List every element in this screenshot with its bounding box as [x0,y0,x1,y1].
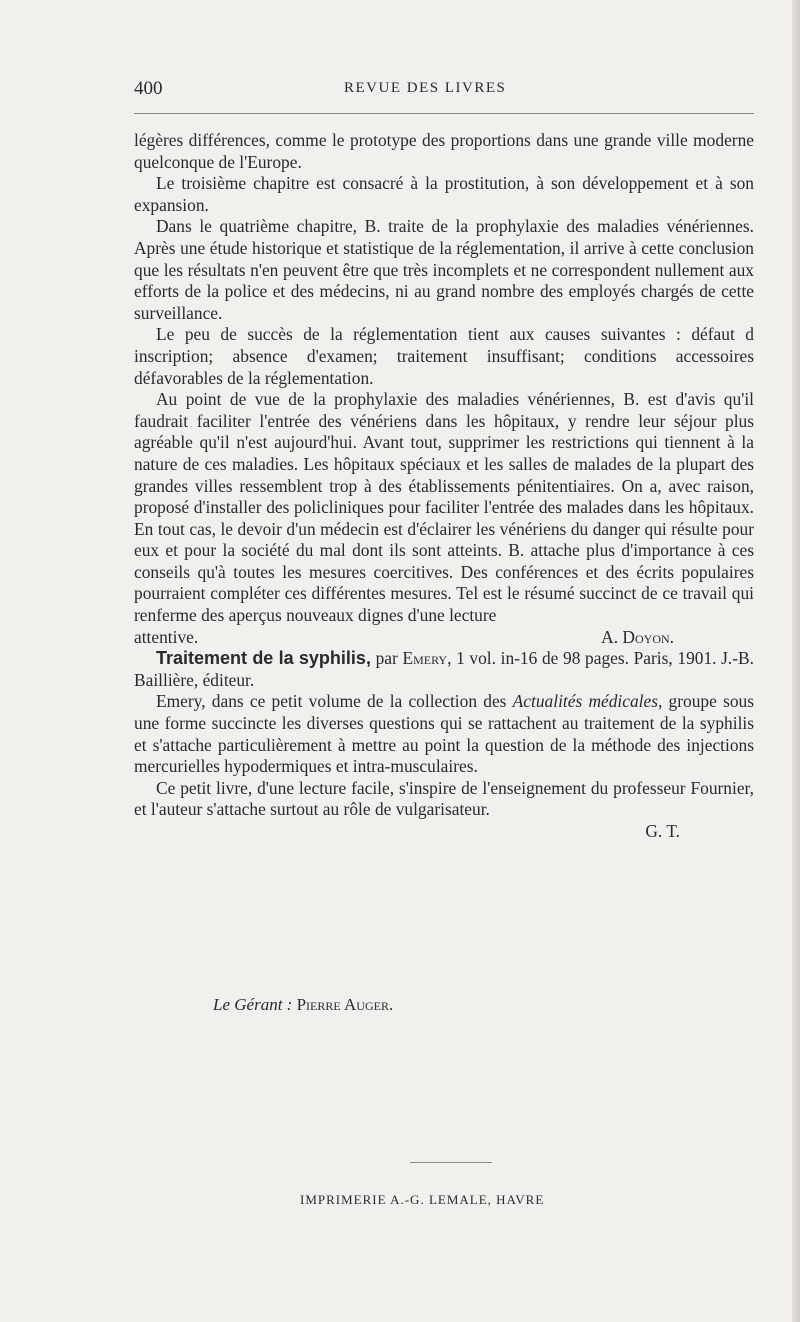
paragraph-chapter-three: Le troisième chapitre est consacré à la prostitution, à son développement et à son expansion. [134,173,754,215]
running-head: REVUE DES LIVRES [344,80,507,96]
signature-line-doyon [134,627,754,649]
footer-rule [410,1162,492,1163]
page-header [134,78,754,102]
by-word: par [375,648,398,669]
summary-start: Emery, dans ce petit volume de la collection des [156,691,507,712]
printer-imprint: IMPRIMERIE A.-G. LEMALE, HAVRE [300,1192,545,1207]
gerant-name: Pierre Auger. [296,995,394,1014]
page-number: 400 [134,78,163,99]
signature-doyon: A. Doyon. [601,626,674,647]
review-entry-syphilis [134,648,754,691]
paragraph-prophylaxis-end: attentive. [134,626,199,647]
paragraph-continuation: légères différences, comme le prototype des proportions dans une grande ville moderne quelconque de l'Europe. [134,130,754,172]
page-edge-shadow [792,0,800,1322]
review-body [134,130,754,843]
gerant-label: Le Gérant : [213,995,293,1014]
paragraph-summary [134,691,754,777]
paragraph-causes: Le peu de succès de la réglementation tient aux causes suivantes : défaut d inscription; absence d'examen; traitement insuffisant; conditions accessoires défavorables de la réglementation. [134,324,754,388]
paragraph-chapter-four: Dans le quatrième chapitre, B. traite de la prophylaxie des maladies vénériennes. Après une étude historique et statistique de la réglementation, il arrive à cette conclusion que les résultats n'en peuvent être que très incomplets et ne correspondent nullement aux efforts de la police et des médecins, ni au grand nombre des employés chargés de cette surveillance. [134,216,754,323]
collection-name: Actualités médicales [512,691,658,712]
summary-end: , groupe sous une forme succincte les diverses questions qui se rattachent au traitement de la syphilis et s'attache particulièrement à mettre au point la question de la méthode des injections mercurielles hypodermiques et intra-musculaires. [134,691,754,777]
book-details: , 1 vol. in-16 de 98 pages. Paris, 1901. J.-B. Baillière, éditeur. [134,648,754,690]
book-author: Emery [402,648,448,669]
paragraph-prophylaxis: Au point de vue de la prophylaxie des maladies vénériennes, B. est d'avis qu'il faudrait faciliter l'entrée des vénériens dans les hôpitaux, y rendre leur séjour plus agréable qu'il n'est aujourd'hui. Avant tout, supprimer les restrictions qui tiennent à la nature de ces maladies. Les hôpitaux spéciaux et les salles de malades de la plupart des grandes villes ressemblent trop à des établissements pénitentiaires. On a, avec raison, proposé d'installer des policliniques pour faciliter l'entrée des malades dans les hôpitaux. En tout cas, le devoir d'un médecin est d'éclairer les vénériens du danger qui résulte pour eux et pour la société du mal dont ils sont atteints. B. attache plus d'importance à ces conseils qu'à toutes les mesures coercitives. Des conférences et des écrits populaires pourraient compléter ces différentes mesures. Tel est le résumé succinct de ce travail qui renferme des aperçus nouveaux dignes d'une lecture [134,389,754,626]
gerant-line [213,995,393,1015]
signature-gt: G. T. [645,821,680,841]
book-title: Traitement de la syphilis, [156,648,371,669]
header-rule [134,113,754,114]
paragraph-conclusion: Ce petit livre, d'une lecture facile, s'inspire de l'enseignement du professeur Fournier, et l'auteur s'attache surtout au rôle de vulgarisateur. [134,777,754,820]
